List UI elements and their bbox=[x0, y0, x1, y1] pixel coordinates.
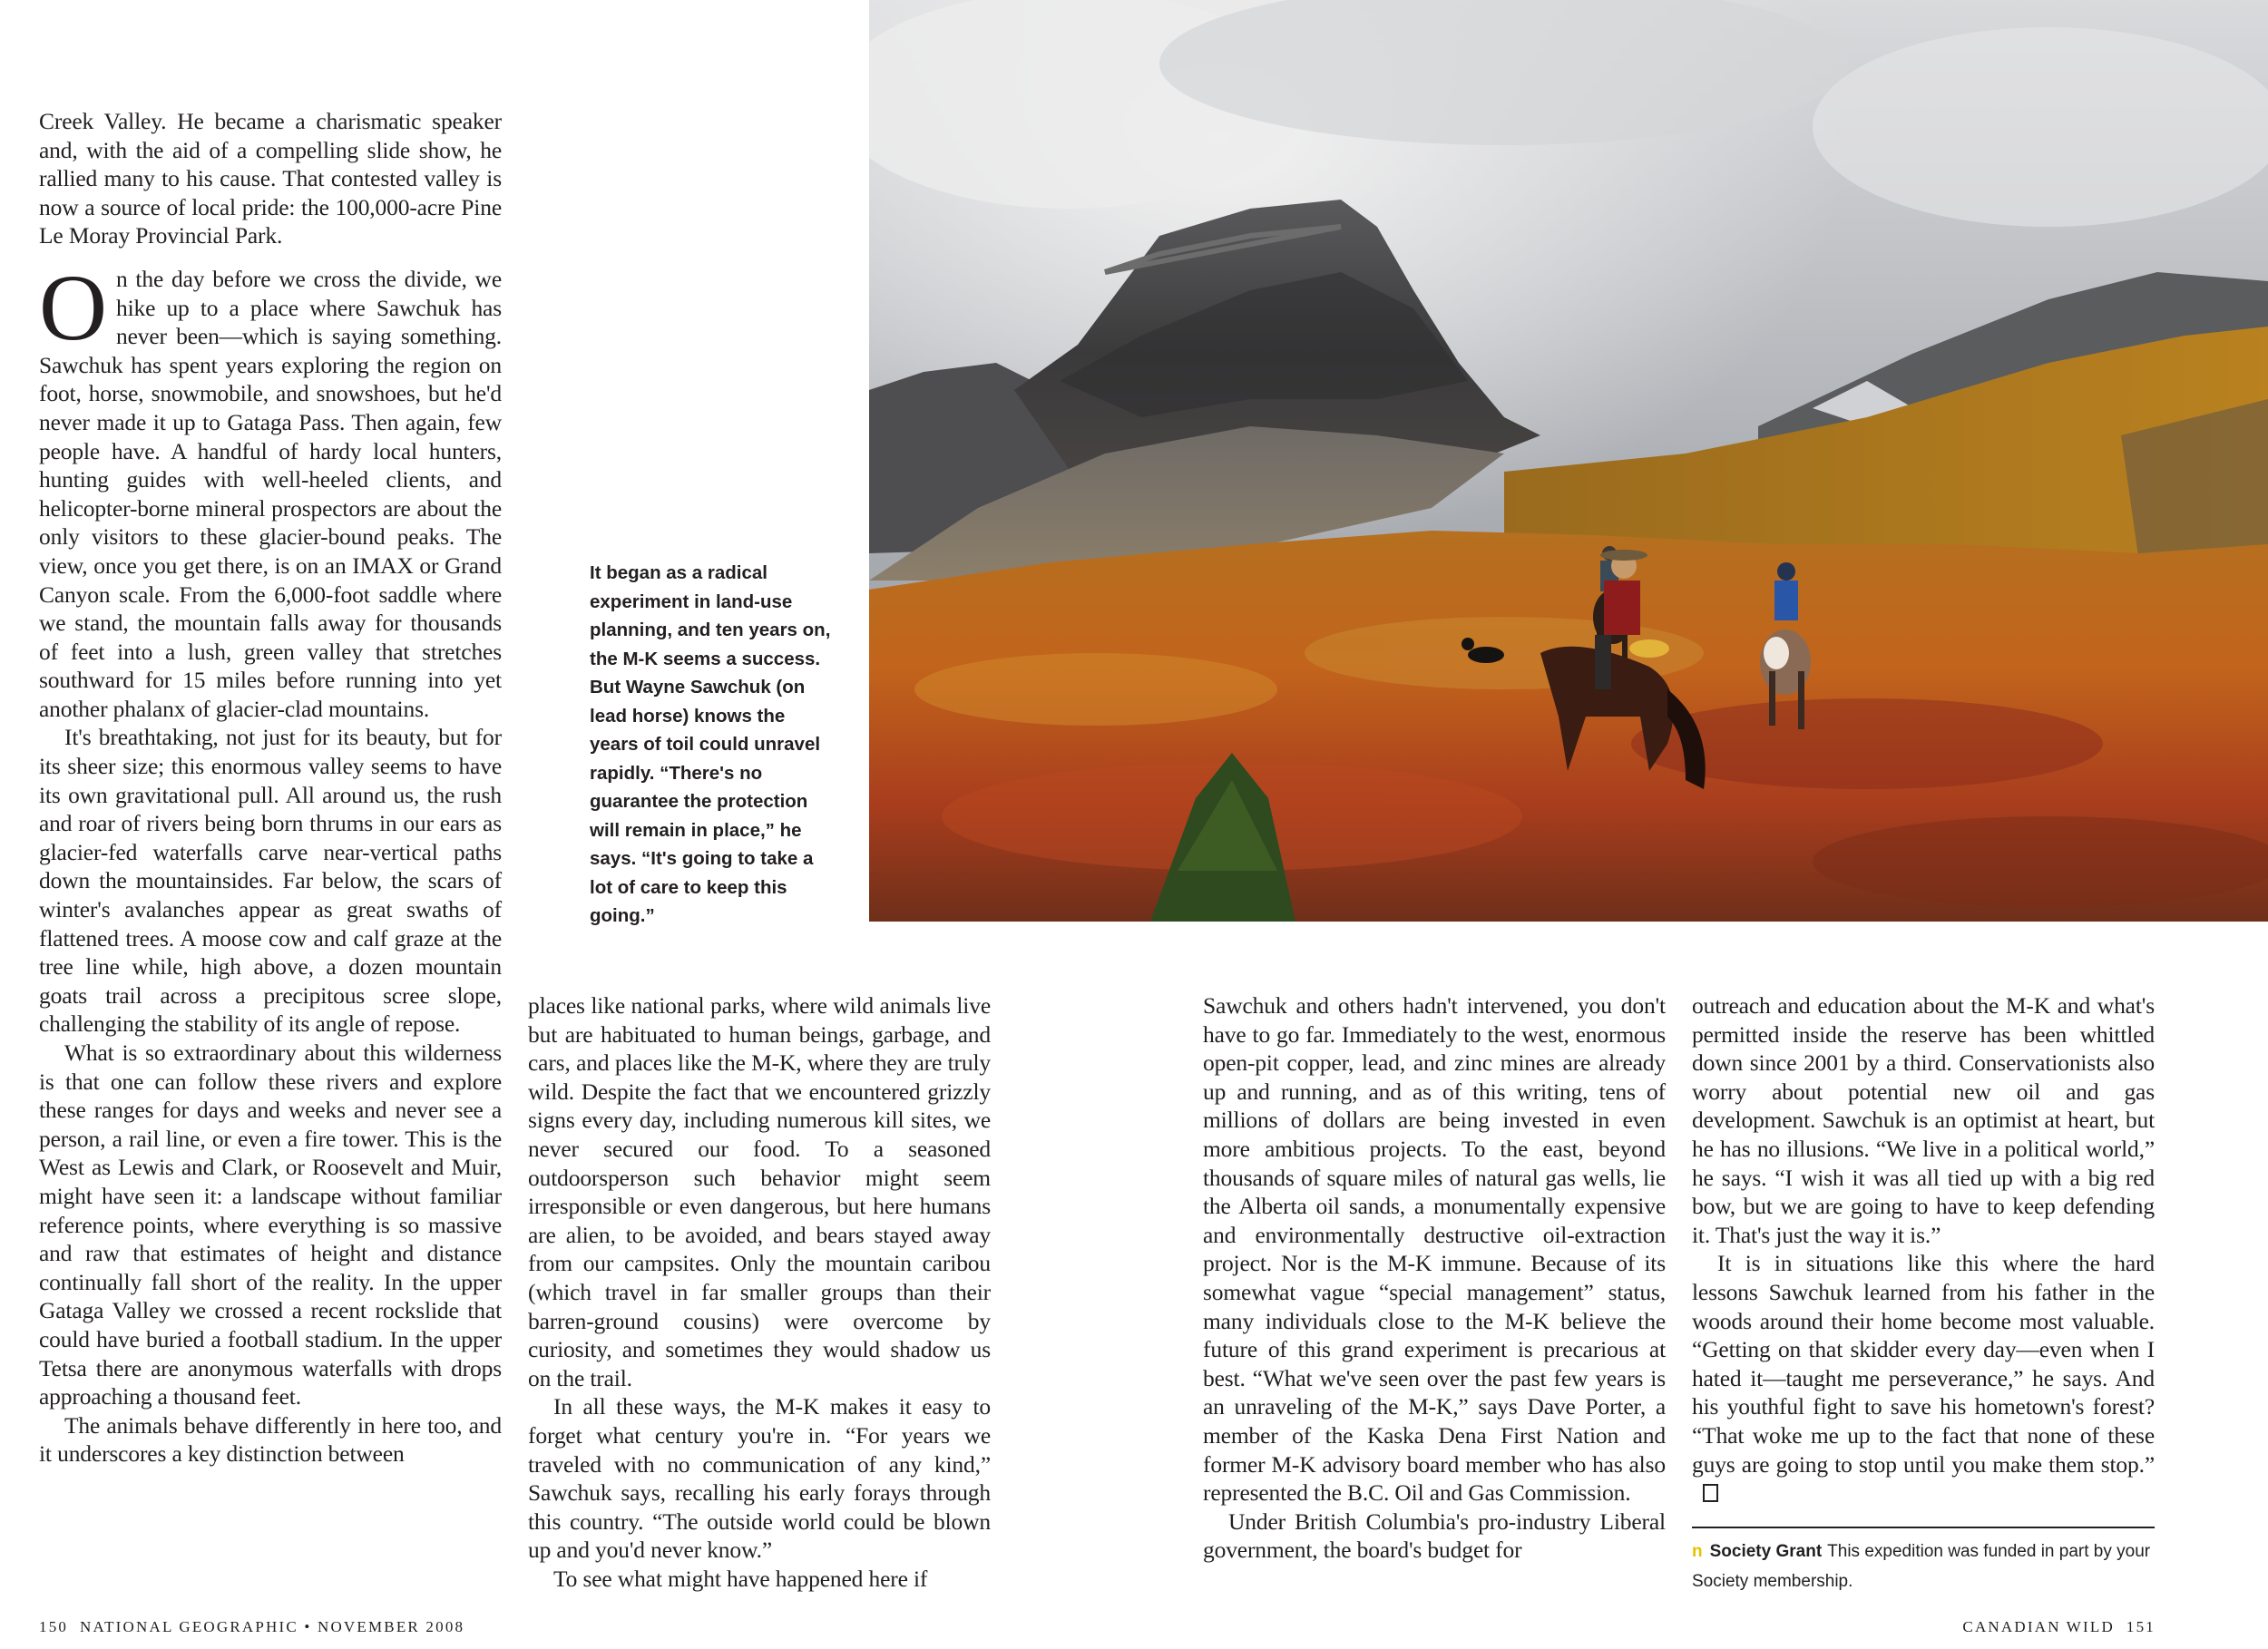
paragraph: To see what might have happened here if bbox=[553, 1565, 928, 1592]
paragraph: The animals behave differently in here too, and it underscores a key distinction between bbox=[39, 1411, 502, 1468]
landscape-photo bbox=[869, 0, 2268, 922]
left-running-title: NATIONAL GEOGRAPHIC • NOVEMBER 2008 bbox=[80, 1618, 465, 1635]
society-grant-label: Society Grant bbox=[1709, 1542, 1823, 1561]
society-grant-text: This expedition was funded in part by your Society membership. bbox=[1692, 1542, 2151, 1591]
left-page-number: 150 bbox=[39, 1618, 69, 1635]
end-mark-icon bbox=[1703, 1484, 1718, 1502]
text-column-2 bbox=[528, 991, 991, 1593]
photo-caption: It began as a radical experiment in land-use planning, and ten years on, the M-K seems a success. But Wayne Sawchuk (on lead horse) knows the years of toil could unravel rapidly. “There's no guarantee the protection will remain in place,” he says. “It's going to take a lot of care to keep this going.” bbox=[590, 562, 831, 926]
left-folio bbox=[39, 1618, 464, 1636]
right-running-title: CANADIAN WILD bbox=[1962, 1618, 2115, 1635]
paragraph: What is so extraordinary about this wilderness is that one can follow these rivers and explore these ranges for days and weeks and never see a person, a rail line, or even a fire tower. This is the West as Lewis and Clark, or Roosevelt and Muir, might have seen it: a landscape without familiar reference points, where everything is so massive and raw that estimates of height and distance continually fall short of the reality. In the upper Gataga Valley we crossed a recent rockslide that could have buried a football stadium. In the upper Tetsa there are anonymous waterfalls with drops approaching a thousand feet. bbox=[39, 1039, 502, 1410]
text-column-4 bbox=[1692, 991, 2155, 1508]
paragraph-text: n the day before we cross the divide, we hike up to a place where Sawchuk has never been—which is saying something. Sawchuk has spent years exploring the region on foot, horse, snowmobile, and snowshoes, but he'd never made it up to Gataga Pass. Then again, few people have. A handful of hardy local hunters, hunting guides with well-heeled clients, and helicopter-borne mineral prospectors are about the only visitors to these glacier-bound peaks. The view, once you get there, is on an IMAX or Grand Canyon scale. From the 6,000-foot saddle where we stand, the mountain falls away for thousands of feet into a lush, green valley that stretches southward for 15 miles before running into yet another phalanx of glacier-clad mountains. bbox=[39, 265, 502, 722]
paragraph: It's breathtaking, not just for its beauty, but for its sheer size; this enormous valley seems to have its own gravitational pull. All around us, the rush and roar of rivers being born thrums in our ears as glacier-fed waterfalls carve near-vertical paths down the mountainsides. Far below, the scars of winter's avalanches appear as great swaths of flattened trees. A moose cow and calf graze at the tree line while, high above, a dozen mountain goats trail across a precipitous scree slope, challenging the stability of its angle of repose. bbox=[39, 724, 502, 1038]
drop-cap: O bbox=[39, 255, 107, 360]
right-page-number: 151 bbox=[2126, 1618, 2156, 1635]
society-grant-note bbox=[1692, 1537, 2155, 1596]
paragraph: places like national parks, where wild animals live but are habituated to human beings, garbage, and cars, and places like the M-K, where they are truly wild. Despite the fact that we encountered grizzly signs every day, including numerous kill sites, we never secured our food. To a seasoned outdoorsperson such behavior might seem irresponsible or even dangerous, but here humans are alien, to be avoided, and bears stayed away from our campsites. Only the mountain caribou (which travel in far smaller groups than their barren-ground cousins) were overcome by curiosity, and sometimes they would shadow us on the trail. bbox=[528, 992, 991, 1391]
paragraph: outreach and education about the M-K and what's permitted inside the reserve has been whittled down since 2001 by a third. Conservationists also worry about potential new oil and gas development. Sawchuk is an optimist at heart, but he has no illusions. “We live in a political world,” he says. “I wish it was all tied up with a big red bow, but we are going to have to keep defending it. That's just the way it is.” bbox=[1692, 992, 2155, 1248]
right-folio bbox=[1962, 1618, 2156, 1636]
society-grant-mark: n bbox=[1692, 1542, 1703, 1561]
paragraph bbox=[1692, 1249, 2155, 1507]
paragraph: Under British Columbia's pro-industry Liberal government, the board's budget for bbox=[1203, 1508, 1666, 1564]
text-column-1 bbox=[39, 107, 502, 1468]
intro-paragraph: Creek Valley. He became a charismatic speaker and, with the aid of a compelling slide show, he rallied many to his cause. That contested valley is now a source of local pride: the 100,000-acre Pine Le Moray Provincial Park. bbox=[39, 108, 502, 249]
text-column-3 bbox=[1203, 991, 1666, 1565]
paragraph: Sawchuk and others hadn't intervened, you don't have to go far. Immediately to the west, enormous open-pit copper, lead, and zinc mines are already up and running, and as of this writing, tens of millions of dollars are being invested in even more ambitious projects. To the east, beyond thousands of square miles of natural gas wells, lie the Alberta oil sands, a monumentally expensive and environmentally destructive oil-extraction project. Nor is the M-K immune. Because of its somewhat vague “special management” status, many individuals close to the M-K believe the future of this grand experiment is precarious at best. “What we've seen over the past few years is an unraveling of the M-K,” says Dave Porter, a member of the Kaska Dena First Nation and former M-K advisory board member who has also represented the B.C. Oil and Gas Commission. bbox=[1203, 992, 1666, 1507]
paragraph-text: It is in situations like this where the hard lessons Sawchuk learned from his father in the woods around their home become most valuable. “Getting on that skidder every day—even when I hated it—taught me perseverance,” he says. And his youthful fight to save his hometown's forest? “That woke me up to the fact that none of these guys are going to stop until you make them stop.” bbox=[1692, 1250, 2155, 1478]
paragraph: In all these ways, the M-K makes it easy to forget what century you're in. “For years we traveled with no communication of any kind,” Sawchuk says, recalling his early forays through this country. “The outside world could be blown up and you'd never know.” bbox=[528, 1393, 991, 1564]
grant-divider bbox=[1692, 1527, 2155, 1528]
dropcap-paragraph bbox=[39, 255, 502, 724]
